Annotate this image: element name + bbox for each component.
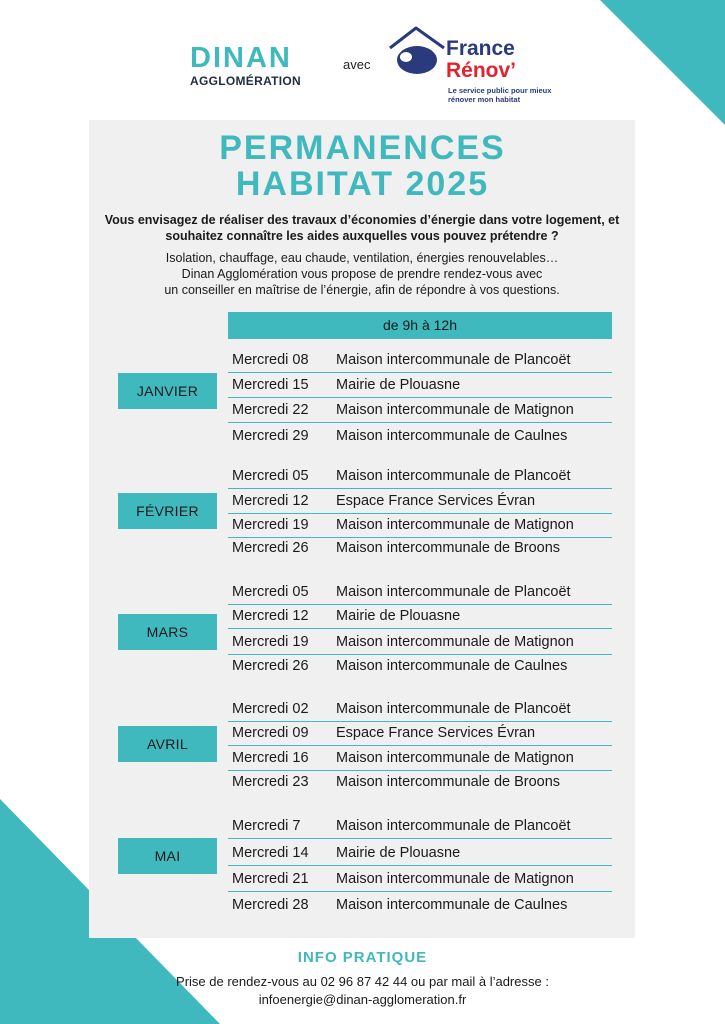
info-email-link[interactable]: infoenergie@dinan-agglomeration.fr	[258, 992, 467, 1007]
schedule-date: Mercredi 05	[232, 584, 309, 600]
agglomeration-logo-text: AGGLOMÉRATION	[190, 74, 302, 88]
schedule-date: Mercredi 23	[232, 774, 309, 790]
schedule-row	[228, 536, 612, 560]
schedule-date: Mercredi 12	[232, 493, 309, 509]
schedule-row	[228, 814, 612, 839]
schedule-place: Espace France Services Évran	[336, 493, 536, 509]
schedule-place: Maison intercommunale de Matignon	[336, 750, 574, 766]
schedule-date: Mercredi 19	[232, 634, 309, 650]
schedule-place: Maison intercommunale de Plancoët	[336, 818, 571, 834]
schedule-place: Maison intercommunale de Plancoët	[336, 352, 571, 368]
schedule-date: Mercredi 02	[232, 701, 309, 717]
schedule-row	[228, 893, 612, 917]
schedule-place: Mairie de Plouasne	[336, 377, 461, 393]
month-label: FÉVRIER	[118, 493, 217, 529]
schedule-row	[228, 721, 612, 746]
schedule-row	[228, 513, 612, 538]
schedule-row	[228, 348, 612, 373]
schedule-place: Maison intercommunale de Plancoët	[336, 584, 571, 600]
dinan-agglomeration-logo	[190, 44, 320, 88]
dinan-logo-text: DINAN	[190, 42, 292, 74]
schedule-place: Maison intercommunale de Matignon	[336, 634, 574, 650]
schedule-date: Mercredi 12	[232, 608, 309, 624]
schedule-date: Mercredi 16	[232, 750, 309, 766]
month-label: MAI	[118, 838, 217, 874]
intro-question: Vous envisagez de réaliser des travaux d’économies d’énergie dans votre logement, et souhaitez connaître les aides auxquelles vous pouvez prétendre ?	[104, 213, 620, 243]
intro-line-3: un conseiller en maîtrise de l’énergie, afin de répondre à vos questions.	[164, 283, 560, 297]
house-icon	[388, 24, 446, 82]
title-line-1: PERMANENCES	[219, 129, 506, 167]
schedule-date: Mercredi 29	[232, 428, 309, 444]
schedule-place: Mairie de Plouasne	[336, 608, 461, 624]
schedule-date: Mercredi 15	[232, 377, 309, 393]
schedule-date: Mercredi 26	[232, 658, 309, 674]
france-renov-tagline: Le service public pour mieux rénover mon habitat	[448, 86, 552, 104]
schedule-date: Mercredi 28	[232, 897, 309, 913]
schedule-place: Maison intercommunale de Matignon	[336, 871, 574, 887]
schedule-row	[228, 841, 612, 866]
renov-logo-text: Rénov’	[446, 59, 517, 82]
info-title: INFO PRATIQUE	[297, 949, 428, 966]
schedule-place: Maison intercommunale de Plancoët	[336, 468, 571, 484]
intro-line-2: Dinan Agglomération vous propose de prendre rendez-vous avec	[181, 267, 543, 281]
schedule-row	[228, 604, 612, 629]
schedule-date: Mercredi 09	[232, 725, 309, 741]
schedule-place: Maison intercommunale de Matignon	[336, 402, 574, 418]
schedule-place: Maison intercommunale de Matignon	[336, 517, 574, 533]
schedule-date: Mercredi 26	[232, 540, 309, 556]
intro-line-1: Isolation, chauffage, eau chaude, ventilation, énergies renouvelables…	[165, 251, 559, 265]
schedule-date: Mercredi 22	[232, 402, 309, 418]
schedule-place: Maison intercommunale de Plancoët	[336, 701, 571, 717]
schedule-place: Maison intercommunale de Caulnes	[336, 658, 568, 674]
schedule-date: Mercredi 7	[232, 818, 301, 834]
france-renov-logo	[388, 24, 568, 104]
schedule-row	[228, 398, 612, 423]
schedule-place: Mairie de Plouasne	[336, 845, 461, 861]
schedule-date: Mercredi 08	[232, 352, 309, 368]
hours-banner: de 9h à 12h	[228, 312, 612, 339]
info-phone-line: Prise de rendez-vous au 02 96 87 42 44 ou par mail à l’adresse :	[176, 974, 549, 989]
schedule-row	[228, 373, 612, 398]
schedule-row	[228, 746, 612, 771]
header	[0, 20, 725, 115]
month-label: MARS	[118, 614, 217, 650]
schedule-row	[228, 489, 612, 514]
schedule-row	[228, 770, 612, 794]
france-logo-text: France	[446, 37, 515, 60]
schedule-place: Maison intercommunale de Broons	[336, 774, 561, 790]
month-label: JANVIER	[118, 373, 217, 409]
schedule-date: Mercredi 14	[232, 845, 309, 861]
schedule-row	[228, 697, 612, 722]
schedule-row	[228, 424, 612, 448]
schedule-date: Mercredi 21	[232, 871, 309, 887]
schedule-row	[228, 867, 612, 892]
title-line-2: HABITAT 2025	[235, 165, 490, 203]
schedule-place: Maison intercommunale de Broons	[336, 540, 561, 556]
schedule-place: Espace France Services Évran	[336, 725, 536, 741]
schedule-date: Mercredi 19	[232, 517, 309, 533]
schedule-row	[228, 464, 612, 489]
schedule-place: Maison intercommunale de Caulnes	[336, 897, 568, 913]
intro-text	[89, 250, 635, 298]
schedule-date: Mercredi 05	[232, 468, 309, 484]
month-label: AVRIL	[118, 726, 217, 762]
schedule-row	[228, 630, 612, 655]
avec-label: avec	[343, 57, 371, 72]
schedule-place: Maison intercommunale de Caulnes	[336, 428, 568, 444]
schedule-row	[228, 654, 612, 678]
schedule-row	[228, 580, 612, 605]
